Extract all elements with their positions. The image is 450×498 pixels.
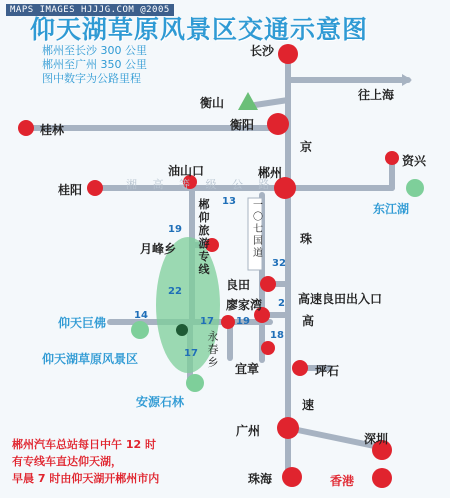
- special-line-label: 郴仰旅游专线: [198, 198, 210, 276]
- label-hengyang: 衡阳: [230, 118, 255, 132]
- road-107-label: 一〇七国道: [253, 200, 263, 259]
- label-zixing: 资兴: [402, 154, 427, 168]
- label-hengshan: 衡山: [200, 96, 225, 110]
- label-gaosu-exit: 高速良田出入口: [298, 292, 383, 306]
- faint-road-label: 湘 高 等 级 公 路: [126, 178, 276, 191]
- distance-19b: 19: [236, 316, 250, 327]
- label-yuefengxiang: 月峰乡: [140, 242, 177, 256]
- label-guiyang: 桂阳: [58, 183, 83, 197]
- distance-18: 18: [270, 330, 284, 341]
- label-changsha: 长沙: [250, 44, 275, 58]
- highway-gao: 高: [302, 314, 315, 328]
- label-youshankou: 油山口: [168, 164, 205, 178]
- road-network: [25, 58, 408, 478]
- distance-22: 22: [168, 286, 182, 297]
- distance-13: 13: [222, 196, 236, 207]
- label-shenzhen: 深圳: [364, 432, 389, 446]
- note-line: 早晨 7 时由仰天湖开郴州市内: [12, 472, 160, 485]
- hengshan-mountain: [238, 92, 258, 110]
- info-line: 图中数字为公路里程: [42, 72, 141, 85]
- distance-2: 2: [278, 298, 285, 309]
- label-yangtianhu: 仰天湖草原风景区: [42, 352, 139, 366]
- label-liangtian: 良田: [226, 278, 251, 292]
- shanghai-arrow: [402, 74, 412, 86]
- info-line: 郴州至广州 350 公里: [42, 58, 147, 71]
- bus-note: [12, 436, 159, 487]
- distance-14: 14: [134, 310, 148, 321]
- label-xianggang: 香港: [330, 474, 355, 488]
- label-anyuanshilin: 安源石林: [136, 395, 185, 409]
- distance-17b: 17: [184, 348, 198, 359]
- label-yangtianjufo: 仰天巨佛: [58, 316, 107, 330]
- anyuan-marker: [186, 374, 204, 392]
- label-shanghai: 往上海: [358, 88, 395, 102]
- zixing-dongjianghu-marker: [406, 179, 424, 197]
- label-dongjianghu: 东江湖: [373, 202, 410, 216]
- info-block: [42, 44, 147, 86]
- distance-32: 32: [272, 258, 286, 269]
- yangtianhu-marker: [176, 324, 188, 336]
- label-guilin: 桂林: [40, 123, 65, 137]
- yangtianjufo-marker: [131, 321, 149, 339]
- highway-zhu: 珠: [300, 232, 313, 246]
- distance-19: 19: [168, 224, 182, 235]
- label-zhuhai: 珠海: [248, 472, 273, 486]
- label-yongchunxiang: 永春乡: [207, 330, 219, 369]
- label-liaojiawan: 廖家湾: [226, 298, 263, 312]
- label-pingshi: 坪石: [315, 364, 340, 378]
- note-line: 有专线车直达仰天湖，: [12, 455, 122, 468]
- map-title: 仰天湖草原风景区交通示意图: [30, 15, 369, 44]
- highway-jing: 京: [300, 140, 313, 154]
- label-guangzhou: 广州: [236, 424, 261, 438]
- watermark: MAPS IMAGES HJJJG.COM @2005: [6, 4, 174, 16]
- label-yizhang: 宜章: [235, 362, 260, 376]
- note-line: 郴州汽车总站每日中午 12 时: [12, 438, 156, 451]
- label-chenzhou: 郴州: [258, 166, 283, 180]
- distance-17: 17: [200, 316, 214, 327]
- highway-su: 速: [302, 398, 315, 412]
- info-line: 郴州至长沙 300 公里: [42, 44, 147, 57]
